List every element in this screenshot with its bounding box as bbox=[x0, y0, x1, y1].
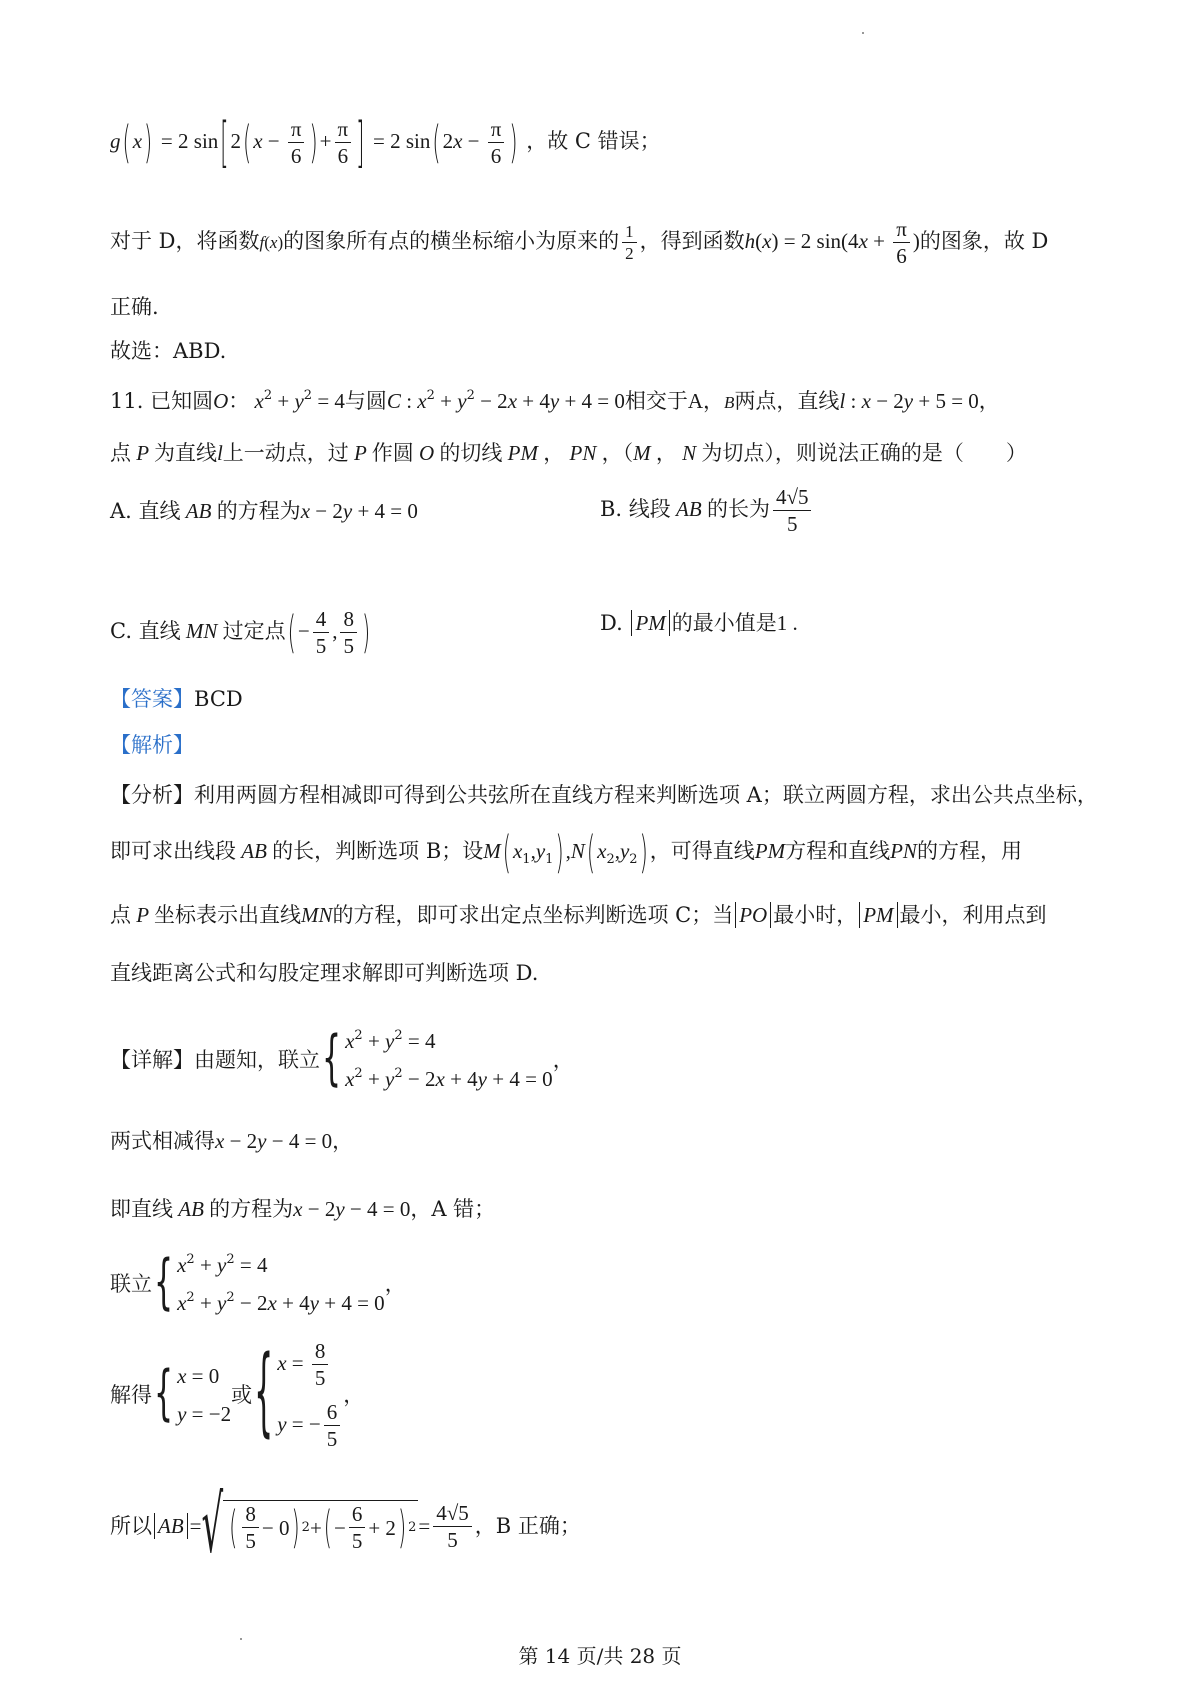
option-c: C. 直线 MN 过定点(− $\frac{4}{5}$ , $\frac{8}{5}$ ) bbox=[110, 607, 371, 658]
text: 即可求出线段 bbox=[110, 839, 236, 863]
analysis-tag: 【解析】 bbox=[110, 733, 194, 757]
xiangjie-line1: 【详解】 由题知，联立 { $x^2 + y^2 = 4$ $x^2 + y^2 - 2x + 4y + 4 = 0$ ， bbox=[110, 1022, 574, 1098]
text: 坐标表示出直线 bbox=[153, 903, 301, 927]
text: 为直线 bbox=[153, 441, 217, 465]
text: 点 bbox=[110, 441, 131, 465]
text: 点 bbox=[110, 903, 131, 927]
xiangjie-line4: 联立 { $x^2 + y^2 = 4$ $x^2 + y^2 - 2x + 4y + 4 = 0$ ， bbox=[110, 1246, 406, 1322]
question-11-line1: 11. 已知圆O： $x^2 + y^2 = 4$与圆C : $x^2 + y^2 - 2x + 4y + 4 = 0$相交于A，B两点，直线l : x − 2y + 5 = 0， bbox=[110, 388, 1000, 413]
text: 方程和直线 bbox=[785, 839, 891, 863]
text: B. 线段 bbox=[600, 497, 671, 521]
text: 最小，利用点到 bbox=[899, 903, 1047, 927]
text: ，B 正确； bbox=[474, 1514, 581, 1538]
fenxi-line4: 直线距离公式和勾股定理求解即可判断选项 D. bbox=[110, 961, 539, 985]
text: 由题知，联立 bbox=[194, 1048, 320, 1072]
text: 的方程为 bbox=[216, 499, 301, 523]
option-b: B. 线段 AB 的长为 $\frac{4√5}{5}$ bbox=[600, 486, 814, 535]
answer-line bbox=[110, 684, 243, 714]
xiangjie-line5: 解得 { x = 0 y = −2 或 { x = $\frac{8}{5}$ y = − $\frac{6}{5}$ ， bbox=[110, 1337, 365, 1451]
text: 为切点），则说法正确的是（ ） bbox=[701, 441, 1027, 465]
text: 的方程为 bbox=[209, 1197, 294, 1221]
option-d-analysis: 对于 D，将函数f(x)的图象所有点的横坐标缩小为原来的 $\frac{1}{2}$ ，得到函数h(x) = 2 sin(4x + $\frac{\pi}{6}$ )的图象，故 D bbox=[110, 217, 1049, 268]
equation-system: $x^2 + y^2 = 4$ $x^2 + y^2 - 2x + 4y + 4 = 0$ bbox=[345, 1028, 553, 1091]
xiangjie-line2: 两式相减得x − 2y − 4 = 0， bbox=[110, 1129, 354, 1153]
text: 正确. bbox=[110, 295, 159, 319]
xiangjie-tag: 【详解】 bbox=[110, 1048, 194, 1072]
fenxi-line3: 点 P 坐标表示出直线MN的方程，即可求出定点坐标判断选项 C；当 PO 最小时， PM 最小，利用点到 bbox=[110, 903, 1047, 927]
text: 利用两圆方程相减即可得到公共弦所在直线方程来判断选项 A；联立两圆方程，求出公共点坐标， bbox=[194, 783, 1098, 807]
text: 的图象，故 D bbox=[919, 229, 1049, 253]
text: 的切线 bbox=[439, 441, 503, 465]
fenxi-tag: 【分析】 bbox=[110, 783, 194, 807]
answer-tag: 【答案】 bbox=[110, 687, 194, 711]
fenxi-line2: 即可求出线段 AB 的长，判断选项 B；设$M(x_1,y_1),N(x_2,y_2)$，可得直线PM方程和直线PN的方程，用 bbox=[110, 827, 1022, 878]
sqrt-expression: √ ( $\frac{8}{5}$ − 0 ) 2 + ( − $\frac{6}{5}$ + 2 ) 2 bbox=[201, 1480, 417, 1572]
question-11-line2: 点 P 为直线l上一动点，过 P 作圆 O 的切线 PM ， PN ，（M ， N 为切点），则说法正确的是（ ） bbox=[110, 441, 1027, 465]
text: 的方程，用 bbox=[916, 839, 1022, 863]
g-conclusion: ，故 C 错误； bbox=[526, 129, 661, 153]
text: 的最小值是 bbox=[671, 611, 777, 635]
text: 上一动点，过 bbox=[222, 441, 349, 465]
text: 解得 bbox=[110, 1383, 152, 1407]
text: 即直线 bbox=[110, 1197, 173, 1221]
option-a: A. 直线 AB 的方程为x − 2y + 4 = 0 bbox=[110, 499, 418, 523]
text: C. 直线 bbox=[110, 619, 181, 643]
text: 联立 bbox=[110, 1272, 152, 1296]
page-footer: 第 14 页/共 28 页 bbox=[518, 1644, 682, 1668]
text: 所以 bbox=[110, 1514, 152, 1538]
option-d: D. PM 的最小值是1 . bbox=[600, 611, 798, 635]
text: ，得到函数 bbox=[639, 229, 745, 253]
answer-value: BCD bbox=[194, 687, 243, 711]
question-number: 11. bbox=[110, 389, 144, 413]
solution-2: x = $\frac{8}{5}$ y = − $\frac{6}{5}$ bbox=[277, 1340, 343, 1450]
text: 作圆 bbox=[371, 441, 414, 465]
choice-line: 故选：ABD. bbox=[110, 339, 227, 363]
text: 的长，判断选项 B；设 bbox=[272, 839, 484, 863]
text: D. bbox=[600, 611, 623, 635]
text: 最小时， bbox=[773, 903, 858, 927]
formula-g: g(x) = 2 sin[2(x − $\frac{\pi}{6}$ )+ $\frac{\pi}{6}$ ] = 2 sin(2x − $\frac{\pi}{6}$ ) ，故 C 错误； bbox=[110, 111, 661, 174]
text: 两式相减得 bbox=[110, 1129, 215, 1153]
text: 的方程，即可求出定点坐标判断选项 C；当 bbox=[332, 903, 734, 927]
text: 的长为 bbox=[706, 497, 770, 521]
text: 相交于 bbox=[624, 389, 688, 413]
text: 两点，直线 bbox=[734, 389, 840, 413]
text: ，可得直线 bbox=[649, 839, 755, 863]
text: 的图象所有点的横坐标缩小为原来的 bbox=[283, 229, 620, 253]
text: 已知圆 bbox=[150, 389, 214, 413]
text: A. 直线 bbox=[110, 499, 181, 523]
xiangjie-line6: 所以 AB = √ ( $\frac{8}{5}$ − 0 ) 2 + ( − $\frac{6}{5}$ + 2 ) 2 = $\frac{4√5}{5}$ ，B 正确； bbox=[110, 1480, 581, 1572]
text: 与圆 bbox=[344, 389, 387, 413]
equation-system: $x^2 + y^2 = 4$ $x^2 + y^2 - 2x + 4y + 4 = 0$ bbox=[177, 1252, 385, 1315]
scan-dot bbox=[862, 32, 864, 34]
text: 过定点 bbox=[222, 619, 286, 643]
fenxi-line1 bbox=[110, 780, 1098, 810]
text: 对于 D，将函数 bbox=[110, 229, 260, 253]
xiangjie-line3: 即直线 AB 的方程为x − 2y − 4 = 0，A 错； bbox=[110, 1197, 496, 1221]
text: ，A 错； bbox=[410, 1197, 496, 1221]
solution-1: x = 0 y = −2 bbox=[177, 1364, 232, 1426]
text: 或 bbox=[231, 1383, 253, 1407]
